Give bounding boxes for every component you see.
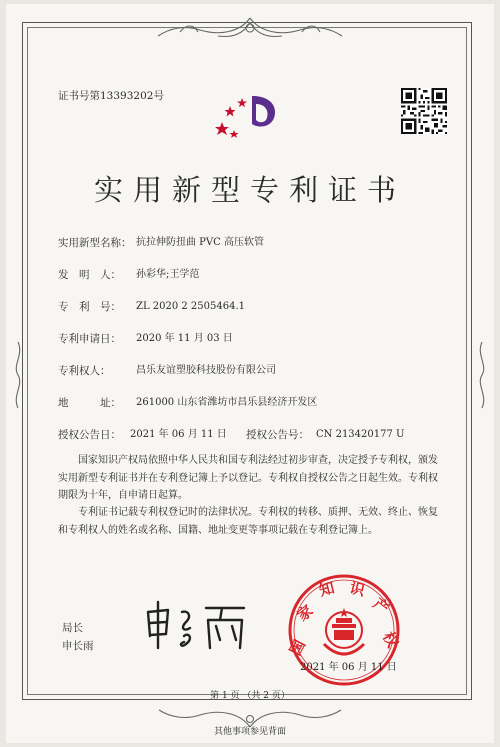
svg-text:国: 国 (286, 636, 310, 659)
application-date-label: 专利申请日： (58, 333, 121, 345)
left-ornament (10, 340, 26, 410)
inventors-label: 发 明 人： (58, 269, 121, 281)
grant-number-value: CN 213420177 U (316, 429, 405, 440)
director-name: 申长雨 (62, 640, 94, 652)
top-ornament (140, 14, 360, 44)
seal-date: 2021 年 06 月 11 日 (300, 662, 397, 673)
grant-date-value: 2021 年 06 月 11 日 (130, 429, 227, 440)
svg-text:家: 家 (293, 601, 317, 625)
svg-text:识: 识 (347, 578, 367, 600)
svg-text:产: 产 (369, 594, 393, 618)
inventors-value: 孙彩华;王学范 (136, 269, 200, 280)
grant-number-label: 授权公告号： (246, 429, 309, 441)
certificate-number: 证书号第13393202号 (58, 90, 164, 102)
patent-number-label: 专 利 号： (58, 301, 121, 313)
certificate-title: 实用新型专利证书 (93, 173, 406, 207)
qr-code-icon (401, 88, 447, 134)
svg-text:知: 知 (317, 578, 337, 600)
grant-date-label: 授权公告日： (58, 429, 121, 441)
certificate-legal-notice: 专利证书记载专利权登记时的法律状况。专利权的转移、质押、无效、终止、恢复和专利权人的姓名或名称、国籍、地址变更等事项记载在专利登记簿上。 (58, 507, 438, 536)
patentee-label: 专利权人： (58, 365, 111, 377)
director-title: 局长 (62, 622, 83, 634)
footer-note: 其他事项参见背面 (213, 727, 286, 737)
director-signature (140, 598, 250, 654)
address-value: 261000 山东省潍坊市昌乐县经济开发区 (136, 397, 318, 408)
patent-number-value: ZL 2020 2 2505464.1 (136, 301, 246, 312)
patent-office-logo-icon (212, 90, 288, 146)
address-label: 地 址： (58, 397, 121, 409)
right-ornament (474, 340, 490, 410)
certificate-statement: 国家知识产权局依照中华人民共和国专利法经过初步审查，决定授予专利权，颁发实用新型专利证书并在专利登记簿上予以登记。专利权自授权公告之日起生效。专利权期限为十年，自申请日起算。 (58, 455, 438, 501)
utility-model-name-value: 抗拉伸防扭曲 PVC 高压软管 (136, 237, 264, 248)
patentee-value: 昌乐友谊塑胶科技股份有限公司 (136, 365, 276, 376)
utility-model-name-label: 实用新型名称： (58, 237, 132, 249)
application-date-value: 2020 年 11 月 03 日 (136, 333, 233, 344)
page-indicator: 第 1 页 （共 2 页） (210, 691, 290, 701)
svg-text:权: 权 (378, 628, 402, 651)
